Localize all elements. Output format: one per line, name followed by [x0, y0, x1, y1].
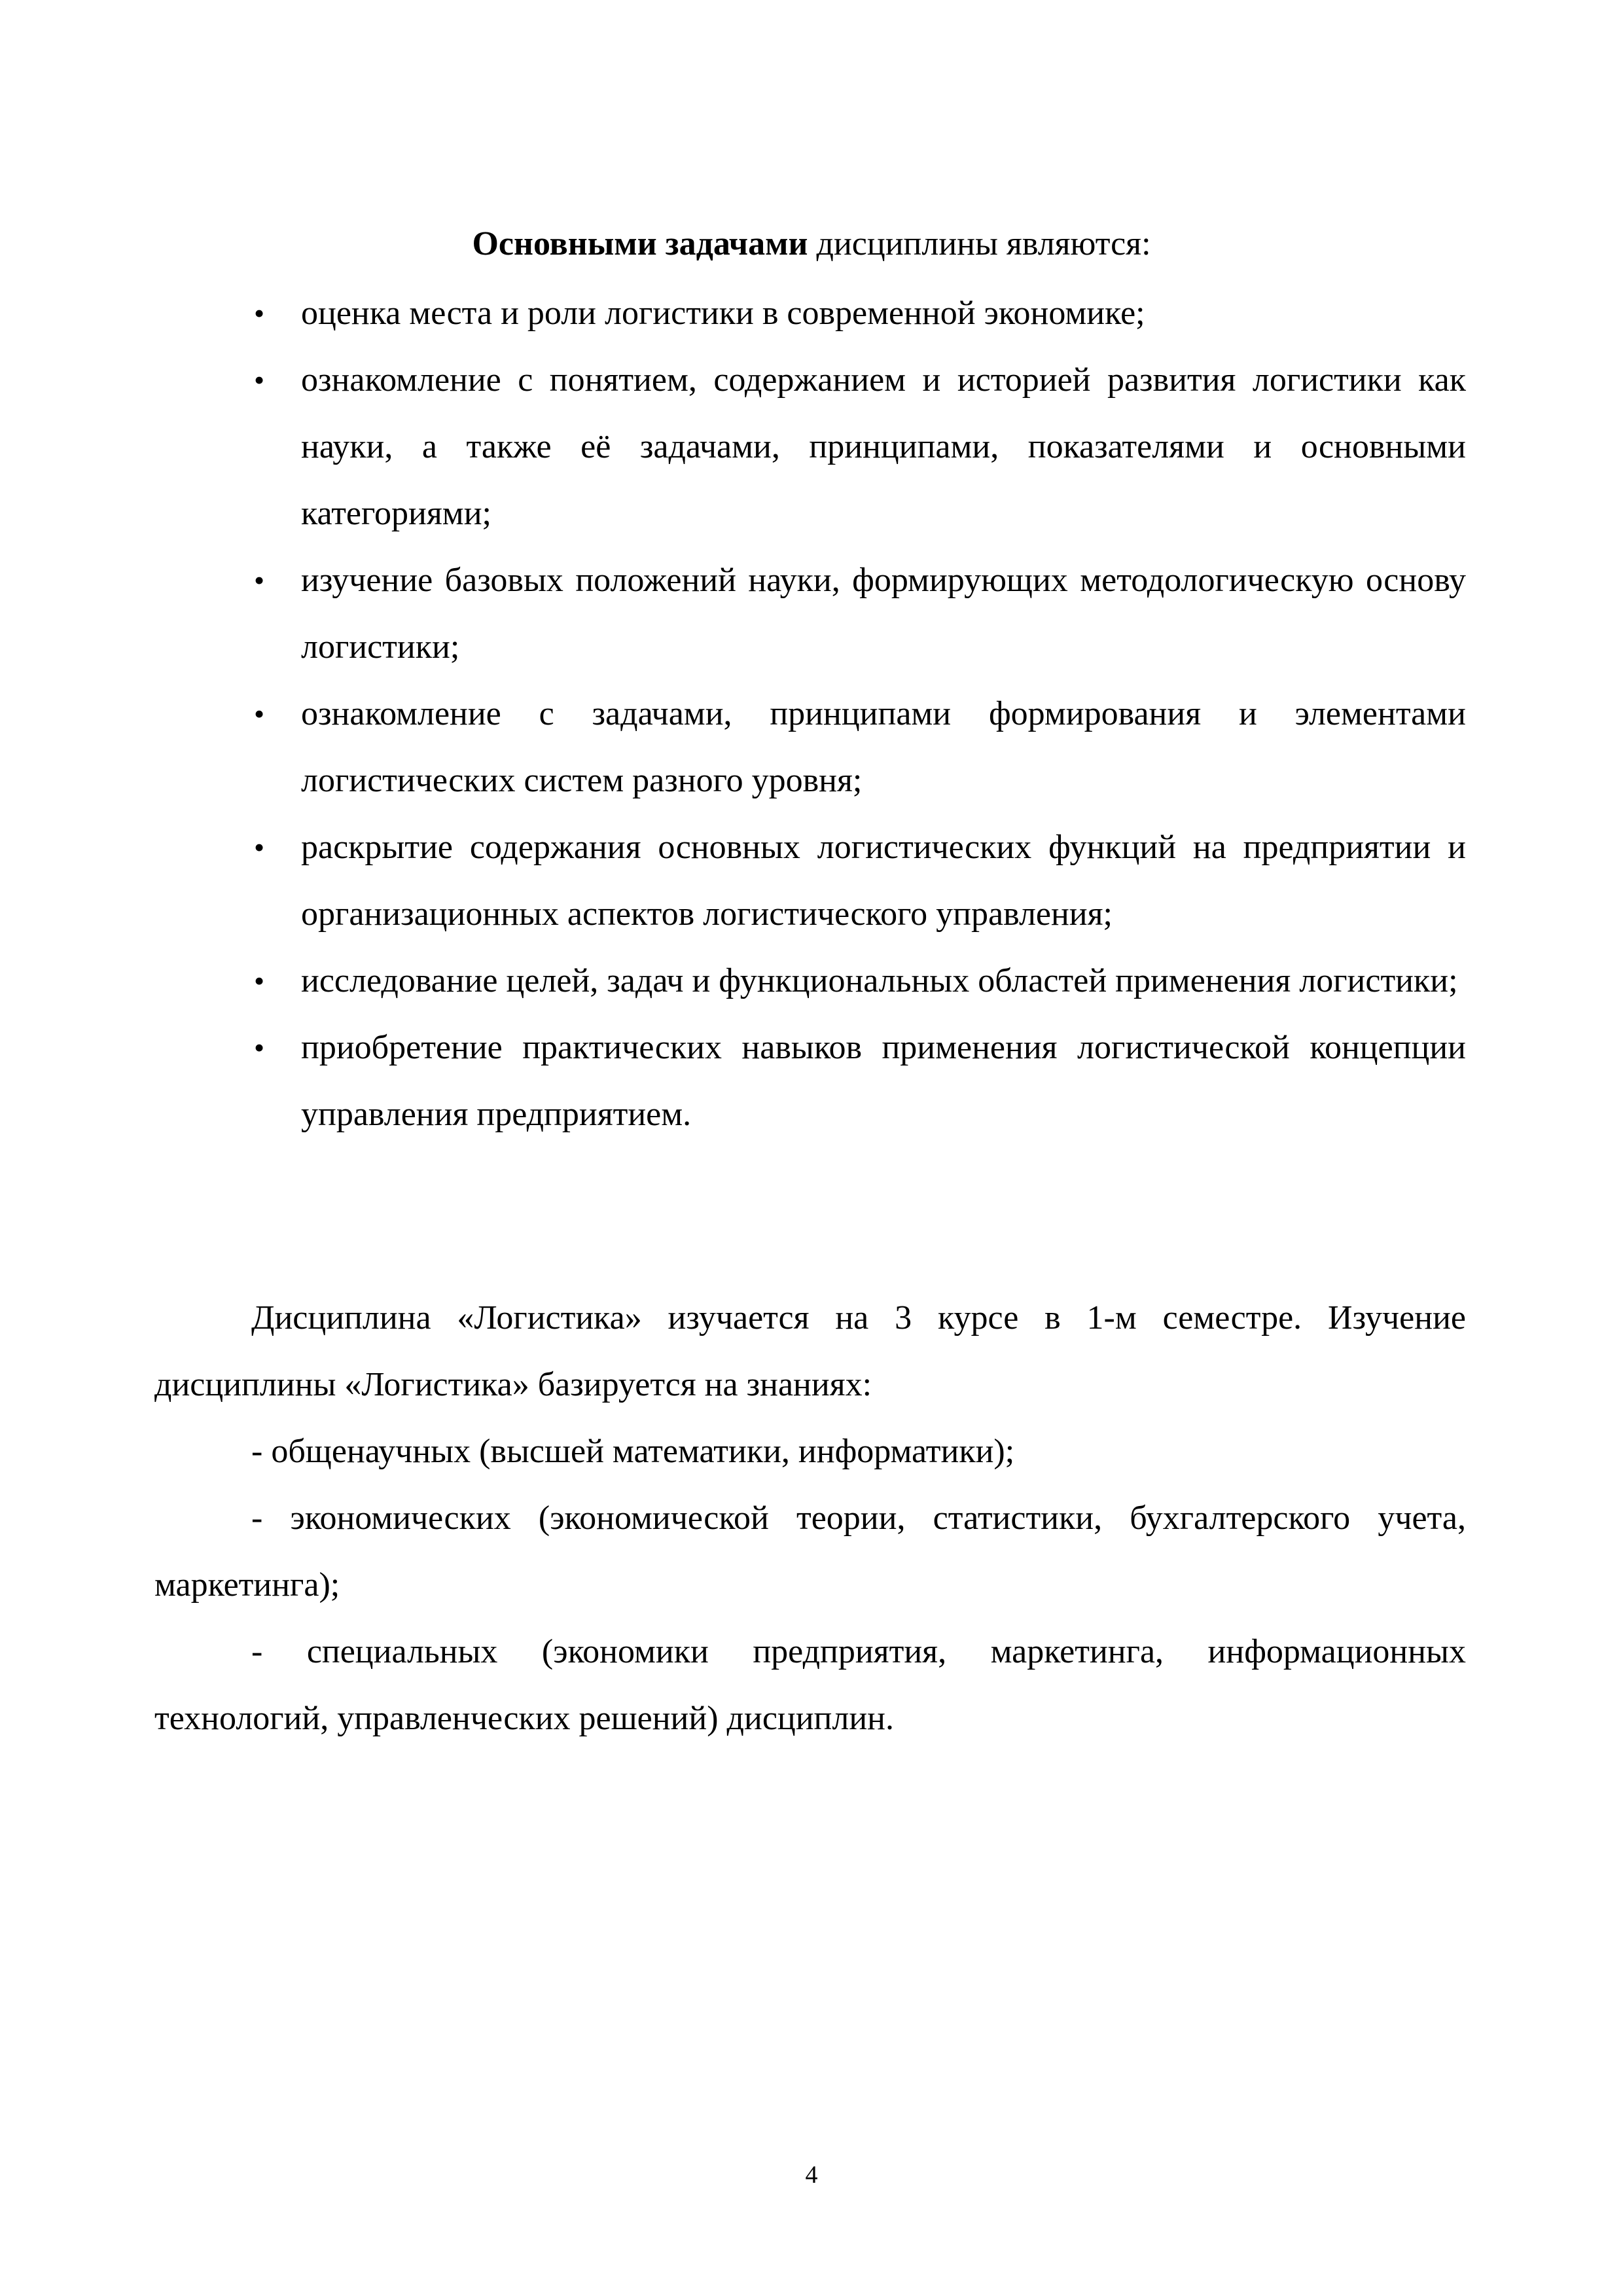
body-text [154, 1285, 1466, 1752]
tasks-intro [0, 211, 1623, 277]
bullet-icon: • [254, 363, 265, 397]
task-text: оценка места и роли логистики в современной экономике; [301, 295, 1145, 332]
task-text: раскрытие содержания основных логистических функций на предприятии и организационных аспектов логистического управления; [301, 829, 1466, 933]
knowledge-item: - экономических (экономической теории, статистики, бухгалтерского учета, маркетинга); [154, 1499, 1466, 1604]
tasks-intro-rest: дисциплины являются: [808, 225, 1151, 262]
bullet-icon: • [254, 697, 265, 730]
body-paragraph: Дисциплина «Логистика» изучается на 3 курсе в 1-м семестре. Изучение дисциплины «Логистика» базируется на знаниях: [154, 1299, 1466, 1403]
task-item [254, 1014, 1466, 1148]
task-item [254, 547, 1466, 681]
bullet-icon: • [254, 564, 265, 597]
page-number: 4 [805, 2161, 818, 2189]
bullet-icon: • [254, 1031, 265, 1064]
tasks-list [254, 280, 1466, 1148]
task-item [254, 347, 1466, 547]
bullet-icon: • [254, 964, 265, 997]
bullet-icon: • [254, 296, 265, 330]
task-text: исследование целей, задач и функциональных областей применения логистики; [301, 962, 1458, 999]
knowledge-item: - специальных (экономики предприятия, маркетинга, информационных технологий, управленческих решений) дисциплин. [154, 1633, 1466, 1737]
knowledge-item: - общенаучных (высшей математики, информатики); [251, 1433, 1015, 1470]
task-item [254, 814, 1466, 948]
task-item [254, 681, 1466, 814]
task-text: изучение базовых положений науки, формирующих методологическую основу логистики; [301, 562, 1466, 666]
task-text: ознакомление с понятием, содержанием и историей развития логистики как науки, а также её задачами, принципами, показателями и основными категориями; [301, 361, 1466, 532]
task-text: приобретение практических навыков применения логистической концепции управления предприятием. [301, 1029, 1466, 1133]
bullet-icon: • [254, 831, 265, 864]
task-item [254, 280, 1466, 347]
task-item [254, 948, 1466, 1014]
task-text: ознакомление с задачами, принципами формирования и элементами логистических систем разного уровня; [301, 695, 1466, 799]
tasks-intro-bold: Основными задачами [472, 225, 808, 262]
